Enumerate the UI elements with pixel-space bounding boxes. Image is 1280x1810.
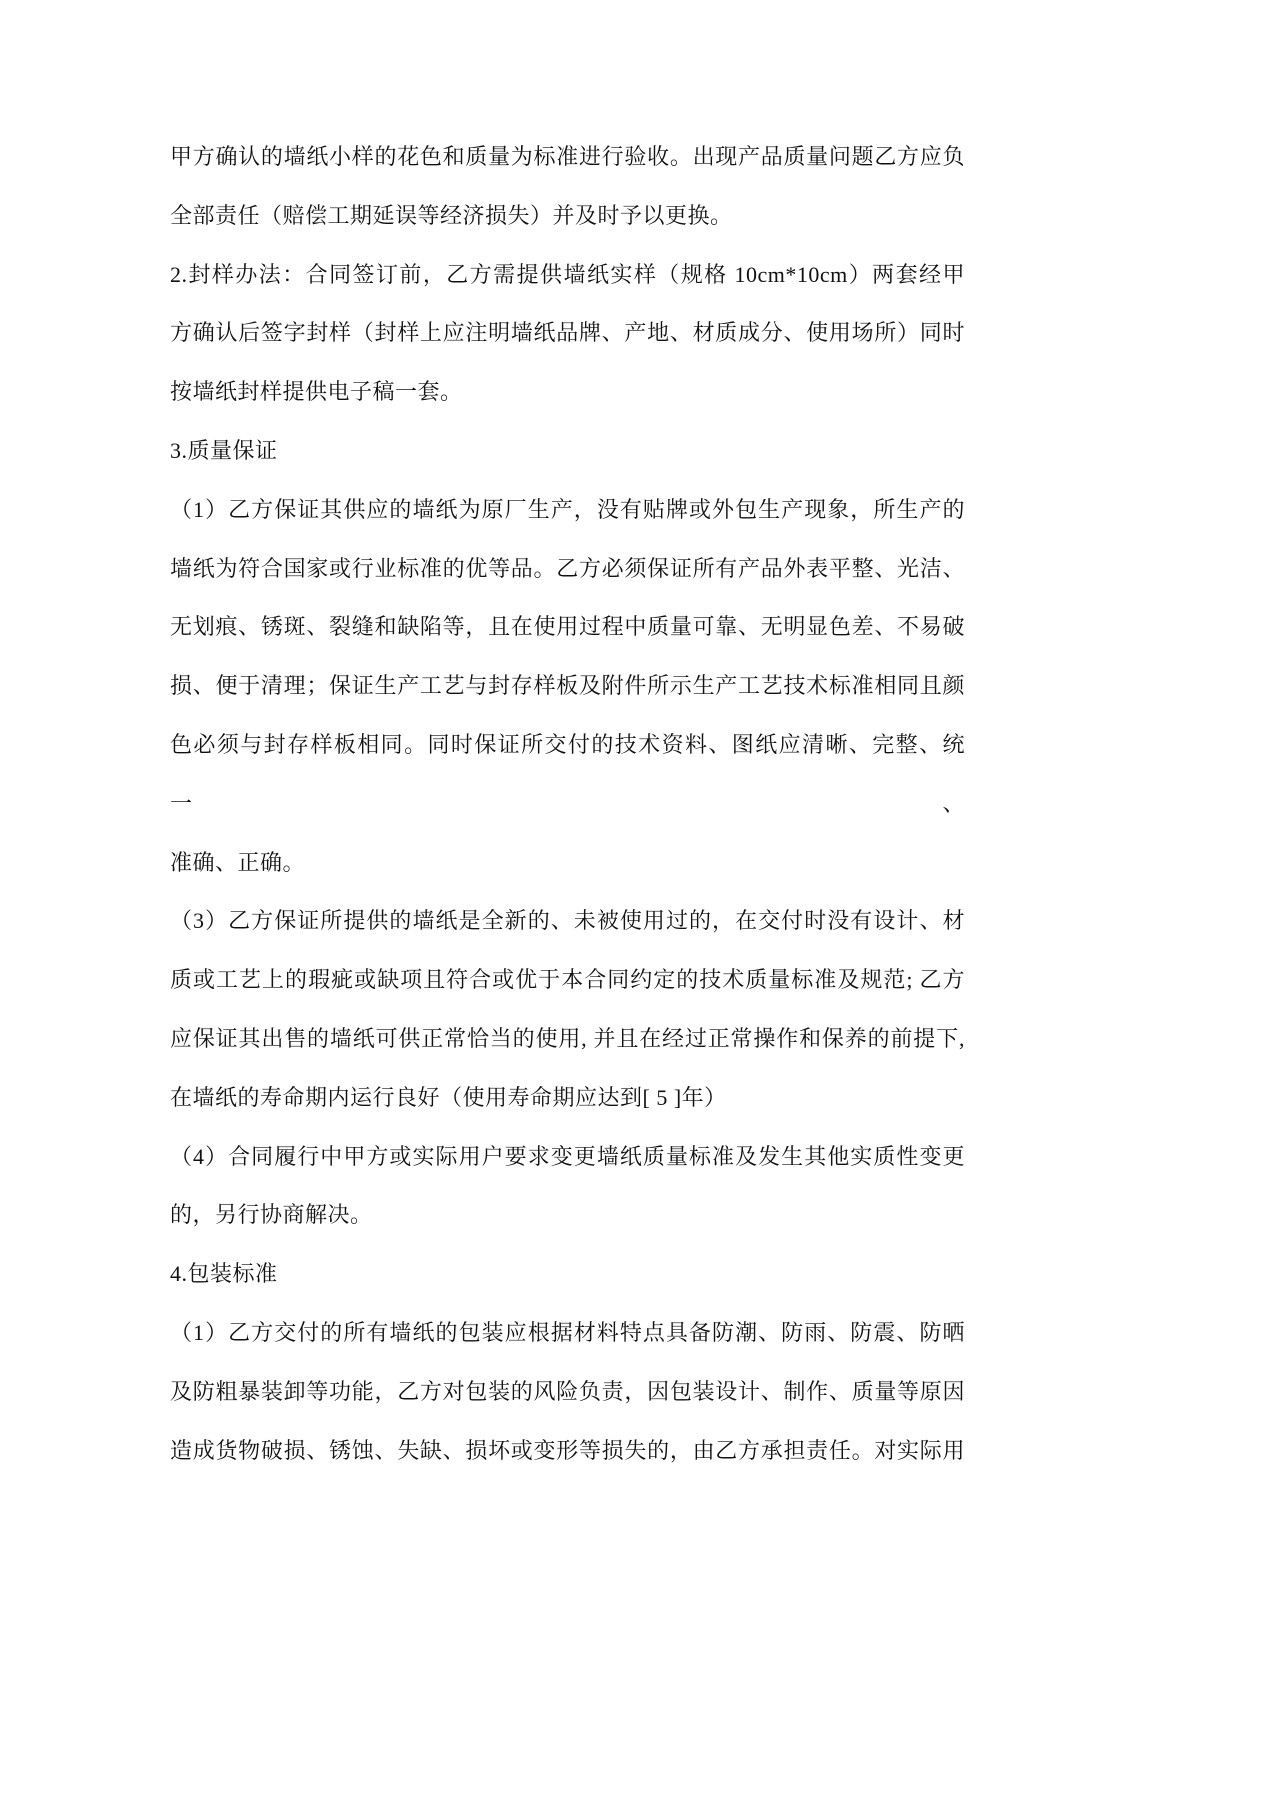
text-line: （1）乙方保证其供应的墙纸为原厂生产，没有贴牌或外包生产现象，所生产的 <box>170 496 965 522</box>
text-line: 应保证其出售的墙纸可供正常恰当的使用, 并且在经过正常操作和保养的前提下, <box>170 1025 965 1051</box>
text-line: 墙纸为符合国家或行业标准的优等品。乙方必须保证所有产品外表平整、光洁、 <box>170 555 965 581</box>
text-line: 及防粗暴装卸等功能，乙方对包装的风险负责，因包装设计、制作、质量等原因 <box>170 1378 965 1404</box>
text-line: 方确认后签字封样（封样上应注明墙纸品牌、产地、材质成分、使用场所）同时 <box>170 320 965 346</box>
text-line: 准确、正确。 <box>170 849 306 875</box>
text-line: 按墙纸封样提供电子稿一套。 <box>170 379 463 405</box>
text-line: 在墙纸的寿命期内运行良好（使用寿命期应达到[ 5 ]年） <box>170 1084 727 1110</box>
section-heading: 3.质量保证 <box>170 437 278 463</box>
text-line: （3）乙方保证所提供的墙纸是全新的、未被使用过的，在交付时没有设计、材 <box>170 908 965 934</box>
text-line: （4）合同履行中甲方或实际用户要求变更墙纸质量标准及发生其他实质性变更 <box>170 1143 965 1169</box>
document-body <box>170 128 965 1480</box>
text-line: （1）乙方交付的所有墙纸的包装应根据材料特点具备防潮、防雨、防震、防晒 <box>170 1319 965 1345</box>
text-line: 的，另行协商解决。 <box>170 1202 373 1228</box>
text-line: 色必须与封存样板相同。同时保证所交付的技术资料、图纸应清晰、完整、统一、 <box>170 731 965 816</box>
section-heading: 4.包装标准 <box>170 1261 278 1287</box>
text-line: 无划痕、锈斑、裂缝和缺陷等，且在使用过程中质量可靠、无明显色差、不易破 <box>170 614 965 640</box>
text-line: 造成货物破损、锈蚀、失缺、损坏或变形等损失的，由乙方承担责任。对实际用 <box>170 1437 965 1463</box>
text-line: 损、便于清理；保证生产工艺与封存样板及附件所示生产工艺技术标准相同且颜 <box>170 673 965 699</box>
text-line: 甲方确认的墙纸小样的花色和质量为标准进行验收。出现产品质量问题乙方应负 <box>170 144 965 169</box>
text-line: 质或工艺上的瑕疵或缺项且符合或优于本合同约定的技术质量标准及规范; 乙方 <box>170 967 965 993</box>
text-line: 2.封样办法：合同签订前，乙方需提供墙纸实样（规格 10cm*10cm）两套经甲 <box>170 261 965 287</box>
text-line: 全部责任（赔偿工期延误等经济损失）并及时予以更换。 <box>170 202 733 228</box>
